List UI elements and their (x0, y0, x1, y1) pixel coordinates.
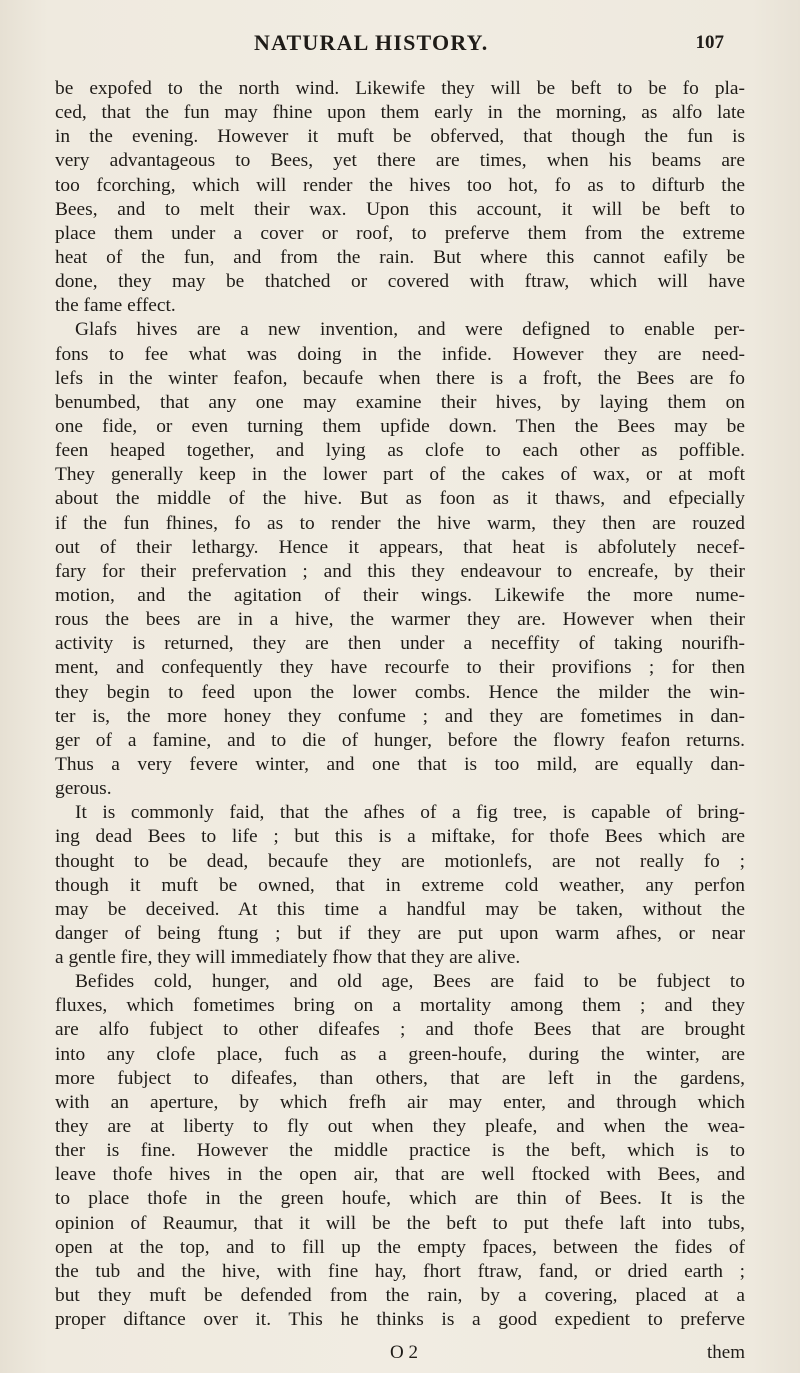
text-line: place them under a cover or roof, to preferve them from the extreme (55, 222, 745, 244)
text-line: done, they may be thatched or covered with ftraw, which will have (55, 271, 745, 293)
text-line: lefs in the winter feafon, becaufe when there is a froft, the Bees are fo (55, 367, 745, 389)
text-line: the tub and the hive, with fine hay, fhort ftraw, fand, or dried earth ; (55, 1260, 745, 1282)
text-line: feen heaped together, and lying as clofe to each other as poffible. (55, 440, 745, 462)
text-line: motion, and the agitation of their wings. Likewife the more nume- (55, 584, 745, 606)
text-line: may be deceived. At this time a handful may be taken, without the (55, 898, 745, 920)
body-text (55, 77, 745, 1332)
running-title: NATURAL HISTORY. (254, 30, 489, 55)
text-line: Bees, and to melt their wax. Upon this account, it will be beft to (55, 198, 745, 220)
text-line: heat of the fun, and from the rain. But where this cannot eafily be (55, 246, 745, 268)
text-line: It is commonly faid, that the afhes of a fig tree, is capable of bring- (75, 802, 745, 824)
text-line: very advantageous to Bees, yet there are times, when his beams are (55, 150, 745, 172)
text-line: Glafs hives are a new invention, and were defigned to enable per- (75, 319, 745, 341)
text-line: they are at liberty to fly out when they pleafe, and when the wea- (55, 1116, 745, 1138)
text-line: the fame effect. (55, 295, 176, 317)
text-line: open at the top, and to fill up the empty fpaces, between the fides of (55, 1236, 745, 1258)
signature-mark: O 2 (390, 1342, 418, 1363)
text-line: Thus a very fevere winter, and one that is too mild, are equally dan- (55, 753, 745, 775)
text-line: leave thofe hives in the open air, that are well ftocked with Bees, and (55, 1164, 745, 1186)
text-line: more fubject to difeafes, than others, that are left in the gardens, (55, 1067, 745, 1089)
text-line: danger of being ftung ; but if they are put upon warm afhes, or near (55, 922, 745, 944)
text-line: to place thofe in the green houfe, which are thin of Bees. It is the (55, 1188, 745, 1210)
text-line: about the middle of the hive. But as foon as it thaws, and efpecially (55, 488, 745, 510)
text-line: ger of a famine, and to die of hunger, before the flowry feafon returns. (55, 729, 745, 751)
text-line: rous the bees are in a hive, the warmer they are. However when their (55, 609, 745, 631)
text-line: into any clofe place, fuch as a green-houfe, during the winter, are (55, 1043, 745, 1065)
text-line: gerous. (55, 778, 112, 800)
text-line: ther is fine. However the middle practice is the beft, which is to (55, 1140, 745, 1162)
text-line: too fcorching, which will render the hives too hot, fo as to difturb the (55, 174, 745, 196)
text-line: opinion of Reaumur, that it will be the beft to put thefe laft into tubs, (55, 1212, 745, 1234)
page-number: 107 (695, 32, 724, 53)
text-line: ing dead Bees to life ; but this is a miftake, for thofe Bees which are (55, 826, 745, 848)
text-line: ter is, the more honey they confume ; and they are fometimes in dan- (55, 705, 745, 727)
text-line: with an aperture, by which frefh air may enter, and through which (55, 1091, 745, 1113)
text-line: fary for their prefervation ; and this they endeavour to encreafe, by their (55, 560, 745, 582)
text-line: They generally keep in the lower part of the cakes of wax, or at moft (55, 464, 745, 486)
text-line: fons to fee what was doing in the infide. However they are need- (55, 343, 745, 365)
text-line: Befides cold, hunger, and old age, Bees are faid to be fubject to (75, 971, 745, 993)
text-line: fluxes, which fometimes bring on a mortality among them ; and they (55, 995, 745, 1017)
text-line: proper diftance over it. This he thinks is a good expedient to preferve (55, 1309, 745, 1331)
text-line: out of their lethargy. Hence it appears, that heat is abfolutely necef- (55, 536, 745, 558)
page-header (254, 30, 724, 60)
text-line: in the evening. However it muft be obferved, that though the fun is (55, 126, 745, 148)
text-line: are alfo fubject to other difeafes ; and thofe Bees that are brought (55, 1019, 745, 1041)
text-line: be expofed to the north wind. Likewife they will be beft to be fo pla- (55, 78, 745, 99)
text-line: activity is returned, they are then under a neceffity of taking nourifh- (55, 633, 745, 655)
text-line: if the fun fhines, fo as to render the hive warm, they then are rouzed (55, 512, 745, 534)
text-line: benumbed, that any one may examine their hives, by laying them on (55, 391, 745, 413)
text-line: ment, and confequently they have recourfe to their provifions ; for then (55, 657, 745, 679)
text-line: but they muft be defended from the rain, by a covering, placed at a (55, 1285, 745, 1307)
text-line: one fide, or even turning them upfide down. Then the Bees may be (55, 415, 745, 437)
text-line: a gentle fire, they will immediately fhow that they are alive. (55, 947, 521, 969)
catchword: them (707, 1342, 745, 1363)
text-line: thought to be dead, becaufe they are motionlefs, are not really fo ; (55, 850, 745, 872)
text-line: they begin to feed upon the lower combs. Hence the milder the win- (55, 681, 745, 703)
text-line: ced, that the fun may fhine upon them early in the morning, as alfo late (55, 102, 745, 124)
text-line: though it muft be owned, that in extreme cold weather, any perfon (55, 874, 745, 896)
